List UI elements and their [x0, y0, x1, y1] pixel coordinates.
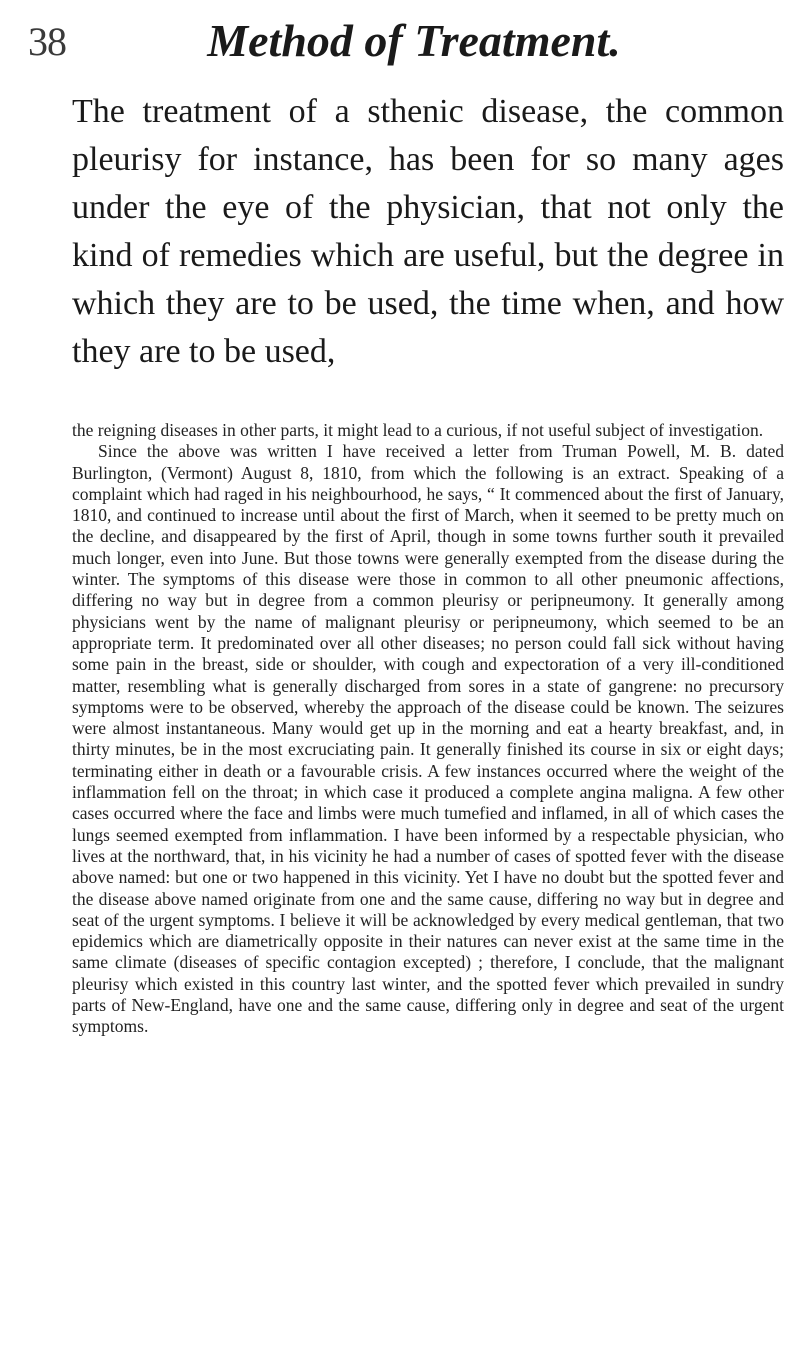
continuation-paragraph: the reigning diseases in other parts, it might lead to a curious, if not useful subject of investigation. [72, 420, 764, 440]
page-heading: Method of Treatment. [207, 15, 621, 66]
running-head [28, 6, 760, 76]
lead-paragraph: The treatment of a sthenic disease, the common pleurisy for instance, has been for so many ages under the eye of the physician, that not only the kind of remedies which are useful, but the degree in which they are to be used, the time when, and how they are to be used, [72, 93, 784, 370]
body-text [72, 420, 784, 1038]
page-number: 38 [28, 19, 66, 64]
letter-paragraph: Since the above was written I have received a letter from Truman Powell, M. B. dated Burlington, (Vermont) August 8, 1810, from which the following is an extract. Speaking of a complaint which had raged in his neighbourhood, he says, “ It commenced about the first of January, 1810, and continued to increase until about the first of March, when it seemed to be pretty much on the decline, and disappeared by the first of April, though in some towns further south it prevailed much longer, even into June. But those towns were generally exempted from the disease during the winter. The symptoms of this disease were those in common to all other pneumonic affections, differing no way but in degree from a common pleurisy or peripneumony. It generally among physicians went by the name of malignant pleurisy or peripneumony, which seemed to be an appropriate term. It predominated over all other diseases; no person could fall sick without having some pain in the breast, side or shoulder, with cough and expectoration of a very ill-conditioned matter, resembling what is generally discharged from sores in a state of gangrene: no precursory symptoms were to be observed, whereby the approach of the disease could be known. The seizures were almost instantaneous. Many would get up in the morning and eat a hearty breakfast, and, in thirty minutes, be in the most excruciating pain. It generally finished its course in six or eight days; terminating either in death or a favourable crisis. A few instances occurred where the weight of the inflammation fell on the throat; in which case it produced a complete angina maligna. A few other cases occurred where the face and limbs were much tumefied and inflamed, in all of which cases the lungs seemed exempted from inflammation. I have been informed by a respectable physician, who lives at the northward, that, in his vicinity he had a number of cases of spotted fever with the disease above named: but one or two happened in this vicinity. Yet I have no doubt but the spotted fever and the disease above named originate from one and the same cause, differing no way but in degree and seat of the urgent symptoms. I believe it will be acknowledged by every medical gentleman, that two epidemics which are diametrically opposite in their natures can never exist at the same time in the same climate (diseases of specific contagion excepted) ; therefore, I conclude, that the malignant pleurisy which existed in this country last winter, and the spotted fever which prevailed in sundry parts of New-England, have one and the same cause, differing only in degree and seat of the urgent symptoms. [72, 441, 784, 1037]
